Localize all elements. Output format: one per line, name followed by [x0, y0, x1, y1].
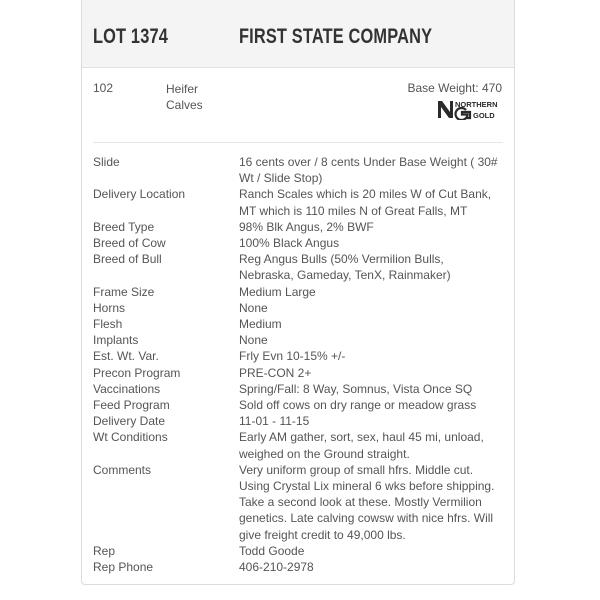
detail-row [82, 219, 514, 235]
detail-row [82, 381, 514, 397]
detail-value: Reg Angus Bulls (50% Vermilion Bulls, Nebraska, Gameday, TenX, Rainmaker) [239, 252, 451, 283]
detail-value: None [239, 300, 268, 315]
detail-label: Delivery Location [93, 187, 186, 202]
detail-value: Very uniform group of small hfrs. Middle cut. Using Crystal Lix mineral 6 wks before shipping. Take a second look at these. Mostly Vermilion genetics. Late calving cowsw with nice hfrs. Will give freight credit to 49,000 lbs. [239, 462, 495, 542]
detail-row [82, 543, 514, 559]
detail-row [82, 186, 514, 218]
detail-label: Wt Conditions [93, 430, 168, 445]
detail-value: Frly Evn 10-15% +/- [239, 349, 346, 364]
detail-label: Flesh [93, 317, 123, 332]
detail-row [82, 348, 514, 364]
head-count: 102 [93, 81, 114, 95]
detail-label: Comments [93, 462, 152, 477]
detail-row [82, 316, 514, 332]
detail-row [82, 284, 514, 300]
detail-value: Sold off cows on dry range or meadow grass [239, 398, 477, 413]
detail-value: 406-210-2978 [239, 560, 314, 575]
lot-card [81, 0, 515, 585]
detail-label: Est. Wt. Var. [93, 349, 159, 364]
detail-value: Early AM gather, sort, sex, haul 45 mi, unload, weighed on the Ground straight. [239, 430, 484, 461]
detail-label: Delivery Date [93, 414, 166, 429]
logo-text-bottom: GOLD [473, 111, 495, 120]
detail-value: 98% Blk Angus, 2% BWF [239, 219, 374, 234]
lot-number: LOT 1374 [93, 25, 169, 48]
detail-value: None [239, 333, 268, 348]
detail-label: Frame Size [93, 284, 155, 299]
lot-details [82, 143, 514, 575]
detail-row [82, 332, 514, 348]
detail-row [82, 462, 514, 543]
logo-text-top: NORTHERN [455, 100, 498, 109]
lot-summary [82, 68, 514, 142]
detail-label: Breed Type [93, 219, 155, 234]
detail-row [82, 429, 514, 461]
detail-value: 100% Black Angus [239, 236, 340, 251]
northern-gold-logo [436, 98, 502, 120]
detail-label: Breed of Bull [93, 252, 162, 267]
seller-name: FIRST STATE COMPANY [239, 25, 433, 48]
detail-row [82, 235, 514, 251]
detail-row [82, 154, 514, 186]
detail-row [82, 365, 514, 381]
sex-line-1: Heifer [166, 82, 199, 96]
detail-row [82, 251, 514, 283]
detail-label: Vaccinations [93, 381, 161, 396]
detail-label: Slide [93, 155, 120, 169]
detail-value: Medium [239, 317, 282, 332]
detail-value: 11-01 - 11-15 [239, 414, 310, 429]
sex-line-2: Calves [166, 98, 203, 112]
detail-value: 16 cents over / 8 cents Under Base Weight ( 30# Wt / Slide Stop) [239, 155, 498, 186]
sex-class [166, 81, 206, 113]
detail-row [82, 559, 514, 575]
base-weight: Base Weight: 470 [407, 81, 502, 95]
detail-row [82, 397, 514, 413]
detail-label: Implants [93, 333, 139, 348]
detail-value: Todd Goode [239, 543, 305, 558]
detail-row [82, 300, 514, 316]
detail-label: Breed of Cow [93, 236, 166, 251]
lot-header [82, 0, 514, 68]
detail-row [82, 413, 514, 429]
detail-value: Spring/Fall: 8 Way, Somnus, Vista Once SQ [239, 381, 473, 396]
detail-label: Precon Program [93, 365, 181, 380]
detail-value: PRE-CON 2+ [239, 365, 312, 380]
detail-label: Horns [93, 300, 126, 315]
detail-label: Rep [93, 543, 116, 558]
detail-label: Feed Program [93, 398, 170, 413]
detail-value: Ranch Scales which is 20 miles W of Cut Bank, MT which is 110 miles N of Great Falls, MT [239, 187, 492, 218]
detail-label: Rep Phone [93, 560, 154, 575]
detail-value: Medium Large [239, 284, 316, 299]
